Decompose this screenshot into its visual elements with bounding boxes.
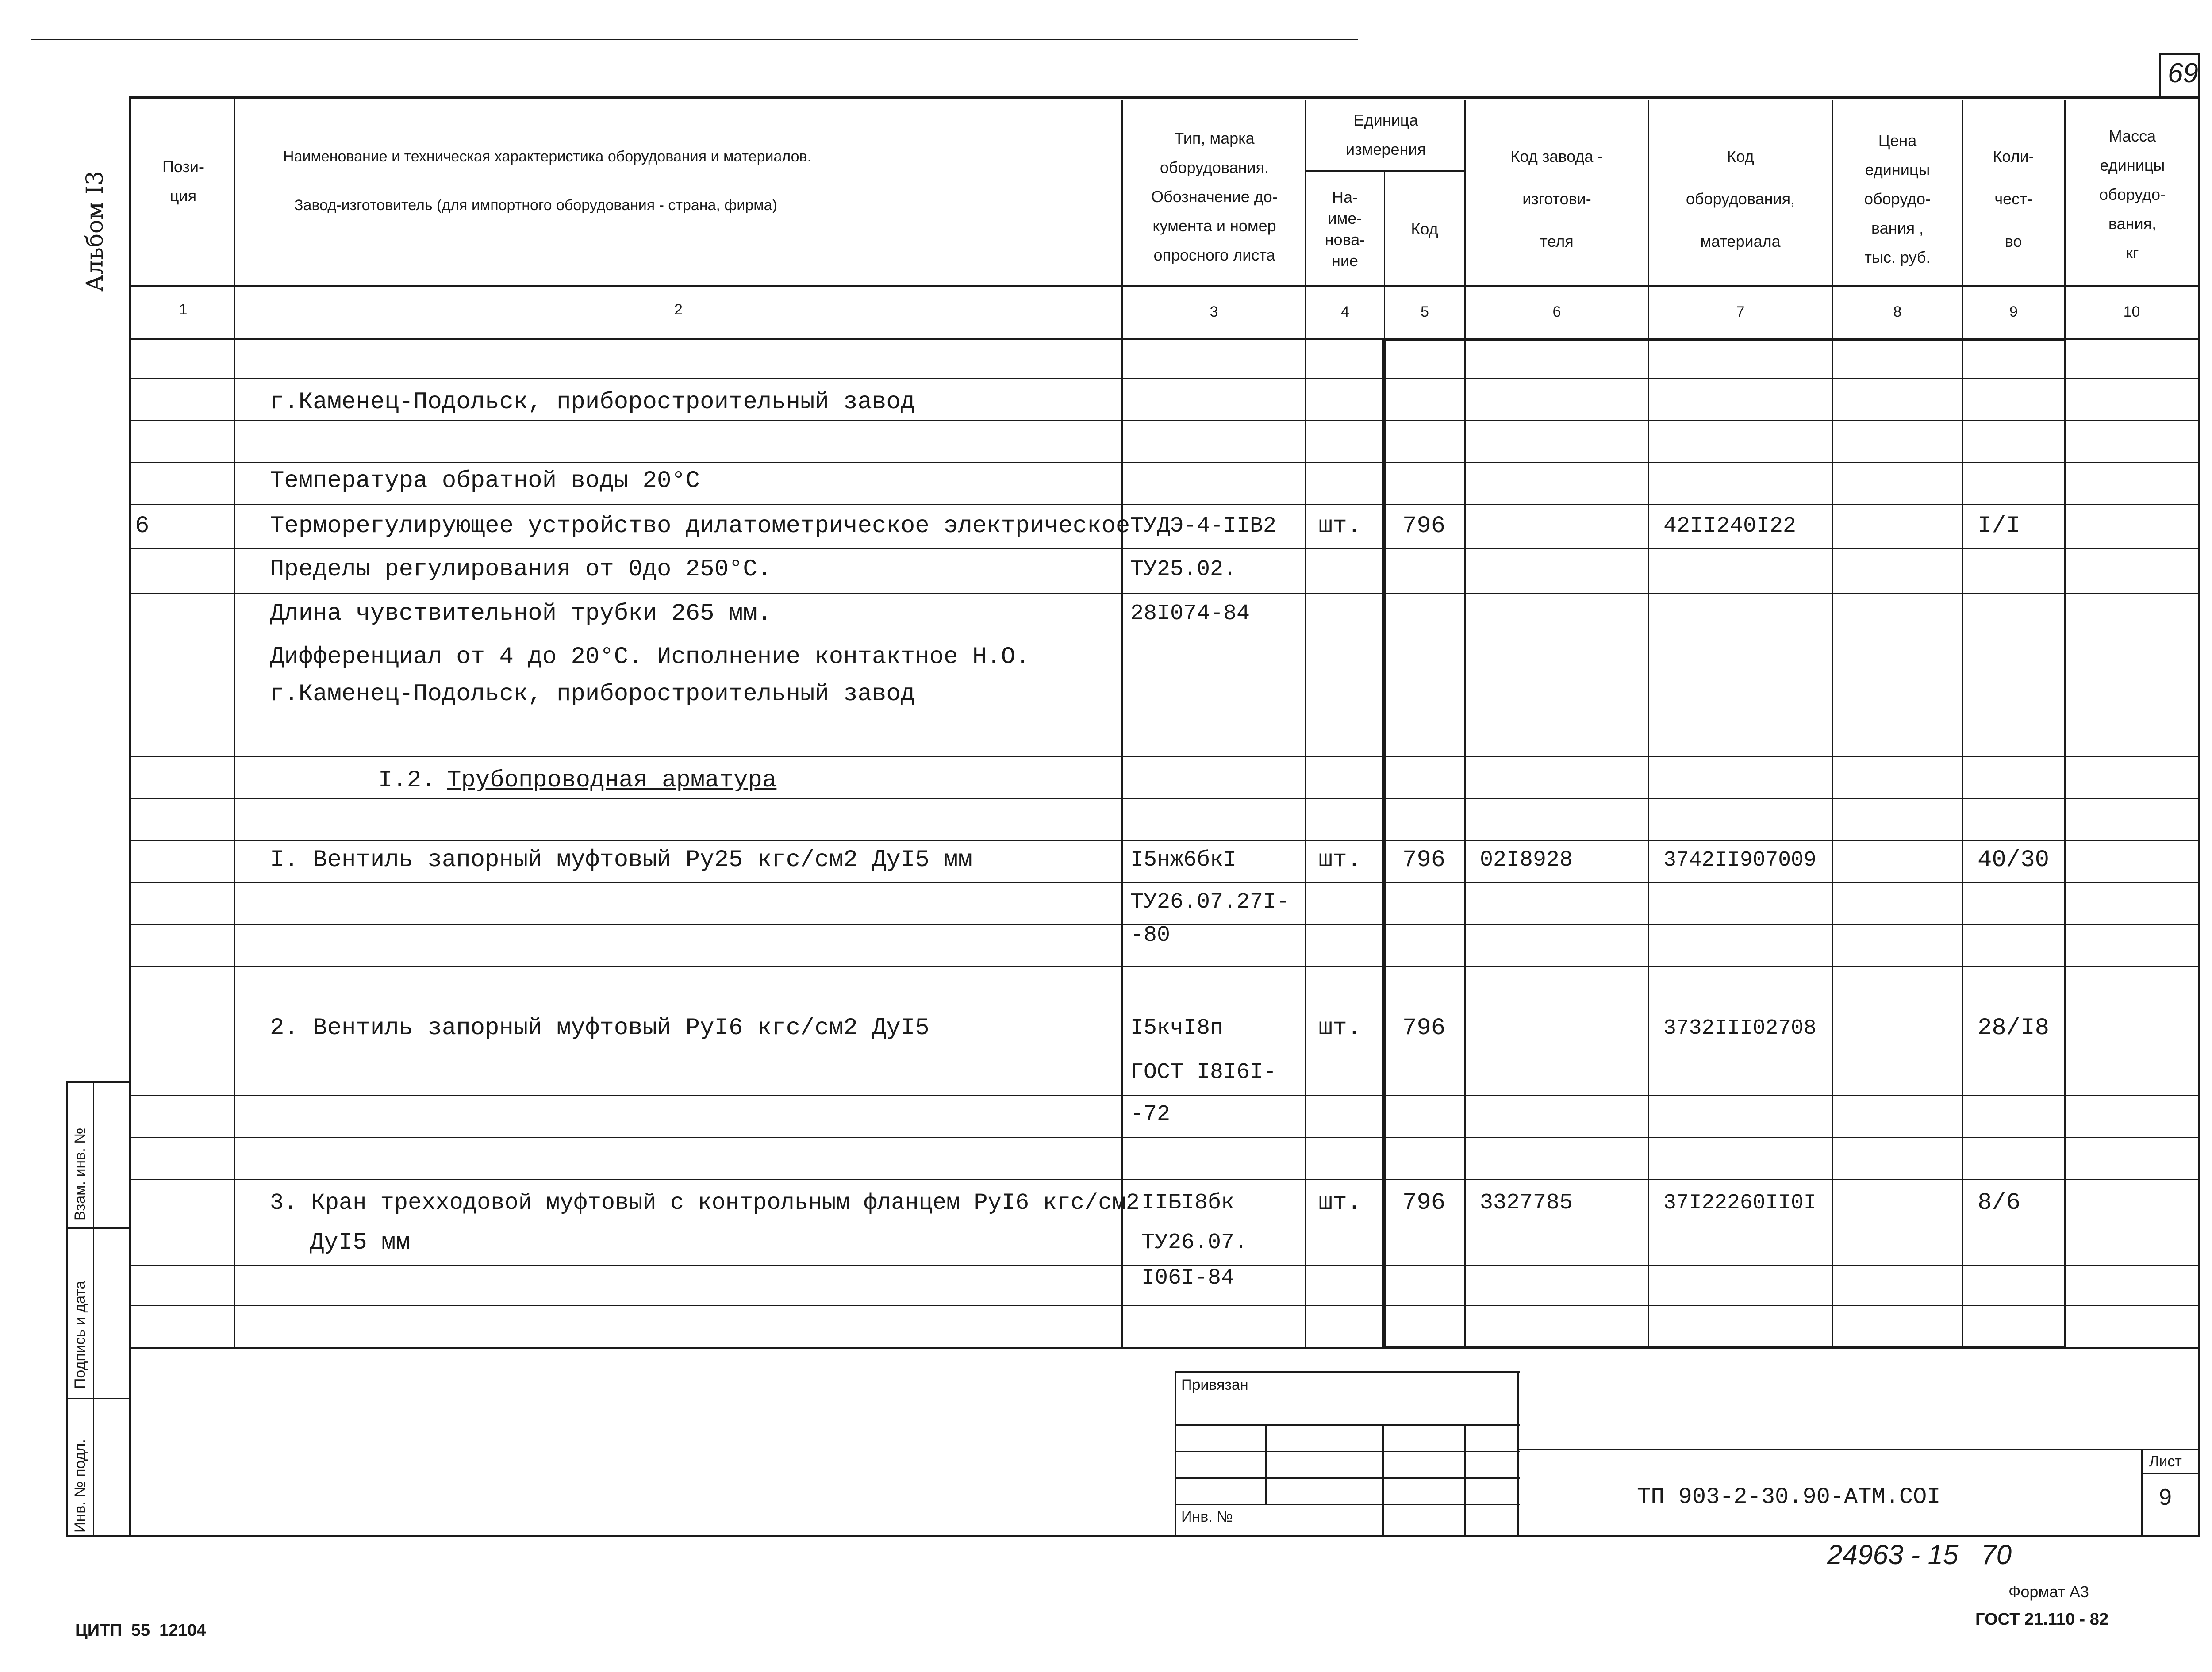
row-line — [129, 462, 2200, 463]
row-line — [129, 504, 2200, 505]
row-factory-2: г.Каменец-Подольск, приборостроительный завод — [270, 681, 915, 708]
header-quantity: Коли- чест- во — [1993, 147, 2034, 250]
frame-top — [129, 96, 2200, 99]
gost-label: ГОСТ 21.110 - 82 — [1975, 1610, 2109, 1629]
row-water-temp: Температура обратной воды 20°С — [270, 468, 700, 495]
page-box-top — [2159, 53, 2200, 55]
table-bottom-line — [129, 1347, 2200, 1349]
titleblock-sheet-left — [2141, 1449, 2143, 1537]
row-differential: Дифференциал от 4 до 20°С. Исполнение контактное Н.О. — [270, 644, 1030, 671]
titleblock-top — [1175, 1371, 1520, 1373]
item1-type3: -80 — [1130, 923, 1171, 948]
header-unit-code: Код — [1411, 219, 1438, 238]
header-position: Пози- ция — [162, 157, 204, 205]
item3-factory: 3327785 — [1480, 1190, 1573, 1216]
item1-qty: 40/30 — [1978, 847, 2050, 874]
item3-code: 796 — [1402, 1189, 1446, 1216]
titleblock-row2 — [1175, 1451, 1520, 1452]
frame-bottom — [66, 1535, 2200, 1537]
side-strip-div2 — [66, 1398, 131, 1399]
row-thermo-type: ТУДЭ-4-IIВ2 — [1130, 514, 1277, 539]
header-bottom-line — [129, 285, 2200, 287]
item2-qty: 28/I8 — [1978, 1015, 2050, 1042]
header-factory-code: Код завода - изготови- теля — [1510, 147, 1603, 250]
item2-code: 796 — [1402, 1015, 1446, 1042]
side-inv-change: Взам. инв. № — [72, 1127, 88, 1221]
titleblock-div — [1517, 1371, 1519, 1537]
row-factory-1: г.Каменец-Подольск, приборостроительный завод — [270, 389, 915, 416]
titleblock-col2 — [1382, 1424, 1384, 1537]
section-number: I.2. — [378, 767, 436, 794]
titleblock-sheet-div — [2141, 1473, 2200, 1474]
album-label: Альбом I3 — [82, 171, 108, 292]
row-thermo-matcode: 42II240I22 — [1663, 514, 1797, 539]
row-line — [129, 798, 2200, 799]
header-mass: Масса единицы оборудо- вания, кг — [2099, 127, 2166, 262]
bold-box-left — [1382, 338, 1386, 1348]
colnum-9: 9 — [2009, 303, 2018, 320]
side-strip-div1 — [66, 1227, 131, 1229]
titleblock-col3 — [1464, 1424, 1466, 1537]
handwritten-number: 24963 - 15 70 — [1827, 1540, 2012, 1570]
row-line — [129, 1305, 2200, 1306]
colnum-4: 4 — [1341, 303, 1349, 320]
row-line — [129, 966, 2200, 967]
item1-code: 796 — [1402, 847, 1446, 874]
sheet-label: Лист — [2149, 1453, 2182, 1470]
row-thermo-unit: шт. — [1318, 513, 1362, 540]
unit-subheader-line — [1305, 170, 1466, 172]
item2-unit: шт. — [1318, 1015, 1362, 1042]
page-number: 69 — [2168, 58, 2198, 88]
titleblock-left — [1175, 1371, 1176, 1537]
header-material-code: Код оборудования, материала — [1686, 147, 1795, 250]
row-line — [129, 420, 2200, 421]
row-line — [129, 1137, 2200, 1138]
section-title: Трубопроводная арматура — [447, 767, 777, 794]
frame-left — [129, 96, 131, 1536]
format-label: Формат А3 — [2008, 1583, 2089, 1601]
item3-matcode: 37I22260II0I — [1663, 1191, 1816, 1215]
titleblock-col1 — [1265, 1424, 1267, 1504]
sheet-number: 9 — [2159, 1484, 2172, 1510]
header-unit-name: На- име- нова- ние — [1325, 188, 1365, 270]
header-unit-group: Единица измерения — [1346, 111, 1426, 158]
colnum-2: 2 — [674, 301, 683, 318]
row-thermo-position: 6 — [135, 513, 150, 540]
item1-name: I. Вентиль запорный муфтовый Ру25 кгс/см2 ДуI5 мм — [270, 847, 972, 874]
row-line — [129, 1179, 2200, 1180]
item3-qty: 8/6 — [1978, 1189, 2021, 1216]
side-strip-left — [66, 1081, 68, 1537]
colnum-3: 3 — [1210, 303, 1218, 320]
row-line — [129, 756, 2200, 757]
item2-type3: -72 — [1130, 1102, 1171, 1127]
side-strip-top — [66, 1081, 131, 1083]
item2-type: I5кчI8п — [1130, 1016, 1224, 1041]
header-type: Тип, марка оборудования. Обозначение до- кумента и номер опросного листа — [1151, 129, 1278, 264]
colnum-8: 8 — [1893, 303, 1902, 320]
side-inv-orig: Инв. № подл. — [72, 1439, 88, 1533]
row-tube-type: 28I074-84 — [1130, 601, 1250, 626]
item2-name: 2. Вентиль запорный муфтовый РуI6 кгс/см2 ДуI5 — [270, 1015, 929, 1042]
header-price: Цена единицы оборудо- вания , тыс. руб. — [1864, 131, 1931, 266]
header-name-line2: Завод-изготовитель (для импортного оборудования - страна, фирма) — [294, 197, 777, 214]
item1-type2: ТУ26.07.27I- — [1130, 890, 1290, 915]
item2-type2: ГОСТ I8I6I- — [1130, 1060, 1277, 1085]
item3-unit: шт. — [1318, 1189, 1362, 1216]
row-line — [129, 548, 2200, 549]
titleblock-row3 — [1175, 1477, 1520, 1479]
side-sign-date: Подпись и дата — [72, 1281, 88, 1389]
row-thermo-name: Терморегулирующее устройство дилатометрическое электрическое. — [270, 513, 1144, 540]
row-line — [129, 882, 2200, 883]
row-line — [129, 1095, 2200, 1096]
inv-no-label: Инв. № — [1181, 1508, 1233, 1525]
top-edge-line — [31, 39, 1358, 40]
row-line — [129, 378, 2200, 379]
item3-type2: ТУ26.07. — [1141, 1230, 1248, 1255]
row-thermo-qty: I/I — [1978, 513, 2021, 540]
item1-type: I5нж6бкI — [1130, 848, 1237, 873]
col-line-1 — [234, 96, 235, 1348]
colnum-5: 5 — [1421, 303, 1429, 320]
item2-matcode: 3732III02708 — [1663, 1016, 1816, 1040]
frame-right — [2198, 53, 2200, 1536]
row-regulation-type: ТУ25.02. — [1130, 557, 1237, 582]
item3-name: 3. Кран трехходовой муфтовый с контрольным фланцем РуI6 кгс/см2 — [270, 1190, 1140, 1216]
printer-label: ЦИТП 55 12104 — [75, 1621, 206, 1640]
side-strip-mid — [93, 1081, 94, 1537]
item3-type: IIБI8бк — [1141, 1190, 1235, 1216]
item3-name2: ДуI5 мм — [310, 1229, 410, 1256]
colnum-1: 1 — [179, 301, 188, 318]
colnum-bottom-line — [129, 338, 2200, 340]
item1-matcode: 3742II907009 — [1663, 848, 1816, 872]
document-code: ТП 903-2-30.90-АТМ.СОI — [1637, 1484, 1941, 1510]
row-regulation-range: Пределы регулирования от 0до 250°С. — [270, 556, 772, 583]
item1-factory: 02I8928 — [1480, 848, 1573, 873]
titleblock-row1 — [1175, 1424, 1520, 1426]
colnum-10: 10 — [2123, 303, 2140, 320]
header-name-line1: Наименование и техническая характеристика оборудования и материалов. — [283, 148, 812, 165]
row-tube-length: Длина чувствительной трубки 265 мм. — [270, 600, 772, 627]
row-thermo-code: 796 — [1402, 513, 1446, 540]
colnum-6: 6 — [1552, 303, 1561, 320]
item1-unit: шт. — [1318, 847, 1362, 874]
row-line — [129, 840, 2200, 841]
bound-label: Привязан — [1181, 1377, 1248, 1393]
item3-type3: I06I-84 — [1141, 1266, 1235, 1291]
page-box-left — [2159, 53, 2161, 97]
row-line — [129, 593, 2200, 594]
colnum-7: 7 — [1736, 303, 1745, 320]
titleblock-row4 — [1175, 1504, 1520, 1505]
titleblock-code-top — [1517, 1449, 2200, 1450]
